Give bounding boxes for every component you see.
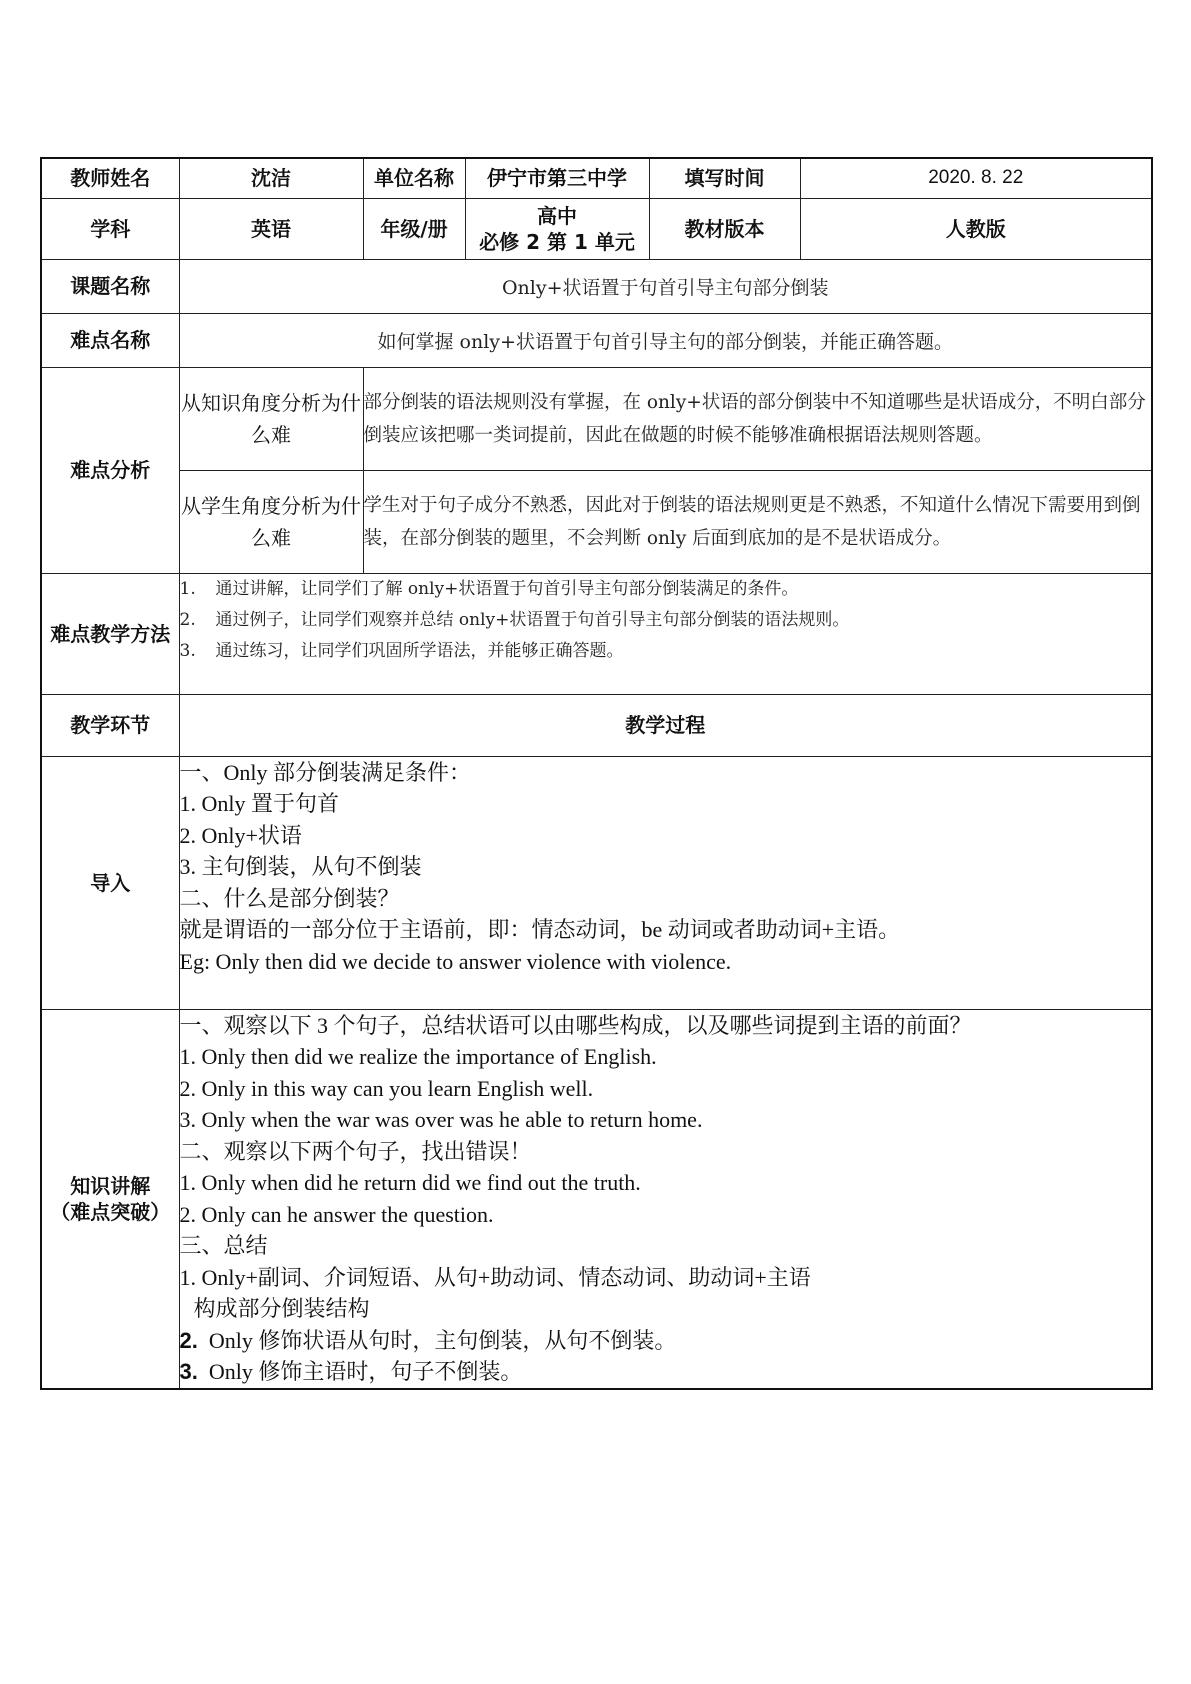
intro-line: 二、什么是部分倒装？ <box>179 885 400 911</box>
row-analysis-student <box>41 470 1152 573</box>
date-label: 填写时间 <box>649 158 800 198</box>
intro-content <box>179 756 1152 1009</box>
difficulty-value: 如何掌握 only+状语置于句首引导主句的部分倒装，并能正确答题。 <box>179 313 1152 367</box>
knowledge-angle-text: 部分倒装的语法规则没有掌握，在 only+状语的部分倒装中不知道哪些是状语成分，不明白部分倒装应该把哪一类词提前，因此在做题的时候不能够准确根据语法规则答题。 <box>363 367 1152 470</box>
knowledge-line: 3. Only when the war was over was he able to return home. <box>179 1107 703 1132</box>
row-teacher <box>41 158 1152 198</box>
topic-label: 课题名称 <box>41 259 179 313</box>
knowledge-angle-label: 从知识角度分析为什么难 <box>179 367 363 470</box>
edition-value: 人教版 <box>800 198 1152 259</box>
list-item: 3. 通过练习，让同学们巩固所学语法，并能够正确答题。 <box>179 640 624 661</box>
intro-line: 就是谓语的一部分位于主语前，即：情态动词，be 动词或者助动词+主语。 <box>179 917 901 942</box>
knowledge-line: 一、观察以下 3 个句子，总结状语可以由哪些构成，以及哪些词提到主语的前面？ <box>179 1012 972 1038</box>
knowledge-summary-3: 3. Only 修饰主语时，句子不倒装。 <box>179 1359 523 1384</box>
knowledge-label-line2: （难点突破） <box>50 1199 171 1224</box>
grade-value-line1: 高中 <box>537 203 577 228</box>
knowledge-line: 三、总结 <box>179 1233 268 1258</box>
knowledge-line: 1. Only when did he return did we find out the truth. <box>179 1170 641 1195</box>
date-value: 2020. 8. 22 <box>800 158 1152 198</box>
knowledge-line: 1. Only then did we realize the importance of English. <box>179 1044 657 1069</box>
knowledge-summary-2: 2. Only 修饰状语从句时，主句倒装，从句不倒装。 <box>179 1327 677 1353</box>
row-difficulty <box>41 313 1152 367</box>
student-angle-text: 学生对于句子成分不熟悉，因此对于倒装的语法规则更是不熟悉，不知道什么情况下需要用到倒装，在部分倒装的题里，不会判断 only 后面到底加的是不是状语成分。 <box>363 470 1152 573</box>
knowledge-line: 2. Only can he answer the question. <box>179 1201 494 1227</box>
student-angle-label: 从学生角度分析为什么难 <box>179 470 363 573</box>
row-subject <box>41 198 1152 259</box>
list-item: 2. 通过例子，让同学们观察并总结 only+状语置于句首引导主句部分倒装的语法规则。 <box>179 609 850 630</box>
intro-label: 导入 <box>41 756 179 1009</box>
unit-label: 单位名称 <box>363 158 465 198</box>
list-item: 1. 通过讲解，让同学们了解 only+状语置于句首引导主句部分倒装满足的条件。 <box>179 578 799 599</box>
row-process-header <box>41 694 1152 756</box>
grade-value <box>465 198 649 259</box>
subject-value: 英语 <box>179 198 363 259</box>
stage-header: 教学环节 <box>41 694 179 756</box>
row-intro <box>41 756 1152 1009</box>
subject-label: 学科 <box>41 198 179 259</box>
intro-line: 2. Only+状语 <box>179 822 302 848</box>
knowledge-label-line1: 知识讲解 <box>70 1173 151 1198</box>
difficulty-label: 难点名称 <box>41 313 179 367</box>
edition-label: 教材版本 <box>649 198 800 259</box>
intro-line: 3. 主句倒装，从句不倒装 <box>179 854 422 879</box>
unit-value: 伊宁市第三中学 <box>465 158 649 198</box>
knowledge-label <box>41 1009 179 1389</box>
row-knowledge <box>41 1009 1152 1389</box>
intro-line: 1. Only 置于句首 <box>179 791 340 816</box>
topic-value: Only+状语置于句首引导主句部分倒装 <box>179 259 1152 313</box>
methods-label: 难点教学方法 <box>41 573 179 694</box>
process-header: 教学过程 <box>179 694 1152 756</box>
knowledge-line: 构成部分倒装结构 <box>193 1296 370 1321</box>
row-methods <box>41 573 1152 694</box>
grade-value-line2: 必修 2 第 1 单元 <box>479 229 635 254</box>
teacher-value: 沈洁 <box>179 158 363 198</box>
grade-label: 年级/册 <box>363 198 465 259</box>
intro-line: 一、Only 部分倒装满足条件： <box>179 759 472 785</box>
lesson-plan-table <box>40 157 1153 1390</box>
teacher-label: 教师姓名 <box>41 158 179 198</box>
knowledge-line: 1. Only+副词、介词短语、从句+助动词、情态动词、助动词+主语 <box>179 1264 811 1290</box>
knowledge-content <box>179 1009 1152 1389</box>
methods-list <box>179 573 1152 694</box>
knowledge-line: 二、观察以下两个句子，找出错误！ <box>179 1138 532 1164</box>
row-topic <box>41 259 1152 313</box>
knowledge-line: 2. Only in this way can you learn English well. <box>179 1075 594 1101</box>
intro-line: Eg: Only then did we decide to answer violence with violence. <box>179 948 732 974</box>
row-analysis-knowledge <box>41 367 1152 470</box>
analysis-label: 难点分析 <box>41 367 179 573</box>
